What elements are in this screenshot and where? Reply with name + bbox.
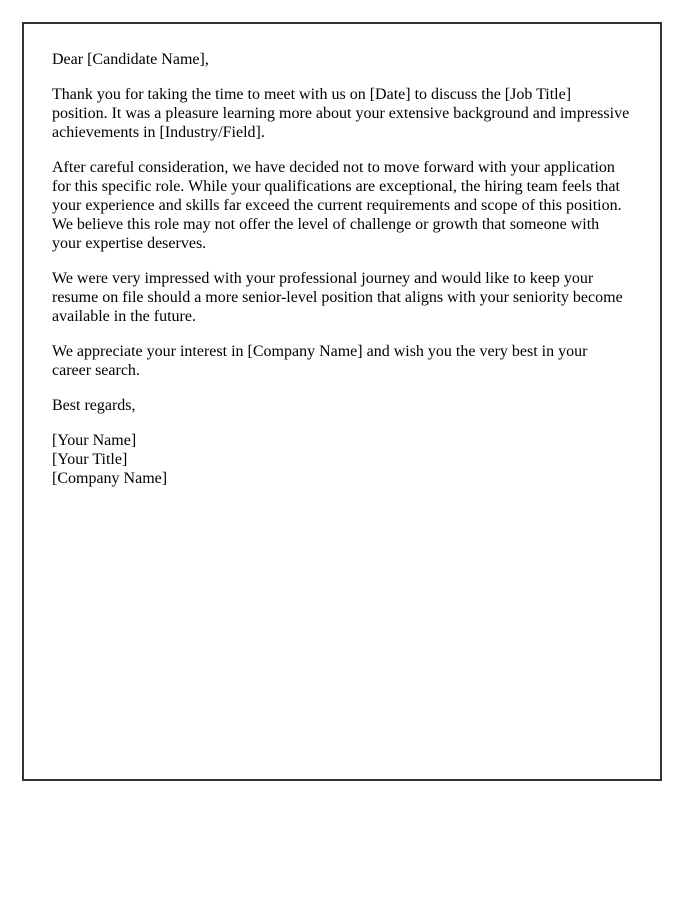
signature-block — [52, 431, 630, 488]
letter-paragraph-keep-resume: We were very impressed with your professional journey and would like to keep your resume on file should a more senior-level position that aligns with your seniority become available in the future. — [52, 270, 623, 325]
signature-line-name: [Your Name] — [52, 432, 137, 449]
letter-paragraph-interview-thanks: Thank you for taking the time to meet with us on [Date] to discuss the [Job Title] position. It was a pleasure learning more about your extensive background and impressive achievements in [Industry/Field]. — [52, 86, 630, 141]
signature-line-company: [Company Name] — [52, 470, 168, 487]
closing: Best regards, — [52, 397, 136, 414]
signature-line-title: [Your Title] — [52, 451, 128, 468]
letter-document — [22, 22, 662, 781]
letter-paragraph-rejection-reason: After careful consideration, we have decided not to move forward with your application for this specific role. While your qualifications are exceptional, the hiring team feels that your experience and skills far exceed the current requirements and scope of this position. We believe this role may not offer the level of challenge or growth that someone with your expertise deserves. — [52, 159, 622, 252]
letter-paragraph-well-wishes: We appreciate your interest in [Company Name] and wish you the very best in your career search. — [52, 343, 588, 379]
salutation: Dear [Candidate Name], — [52, 51, 209, 68]
